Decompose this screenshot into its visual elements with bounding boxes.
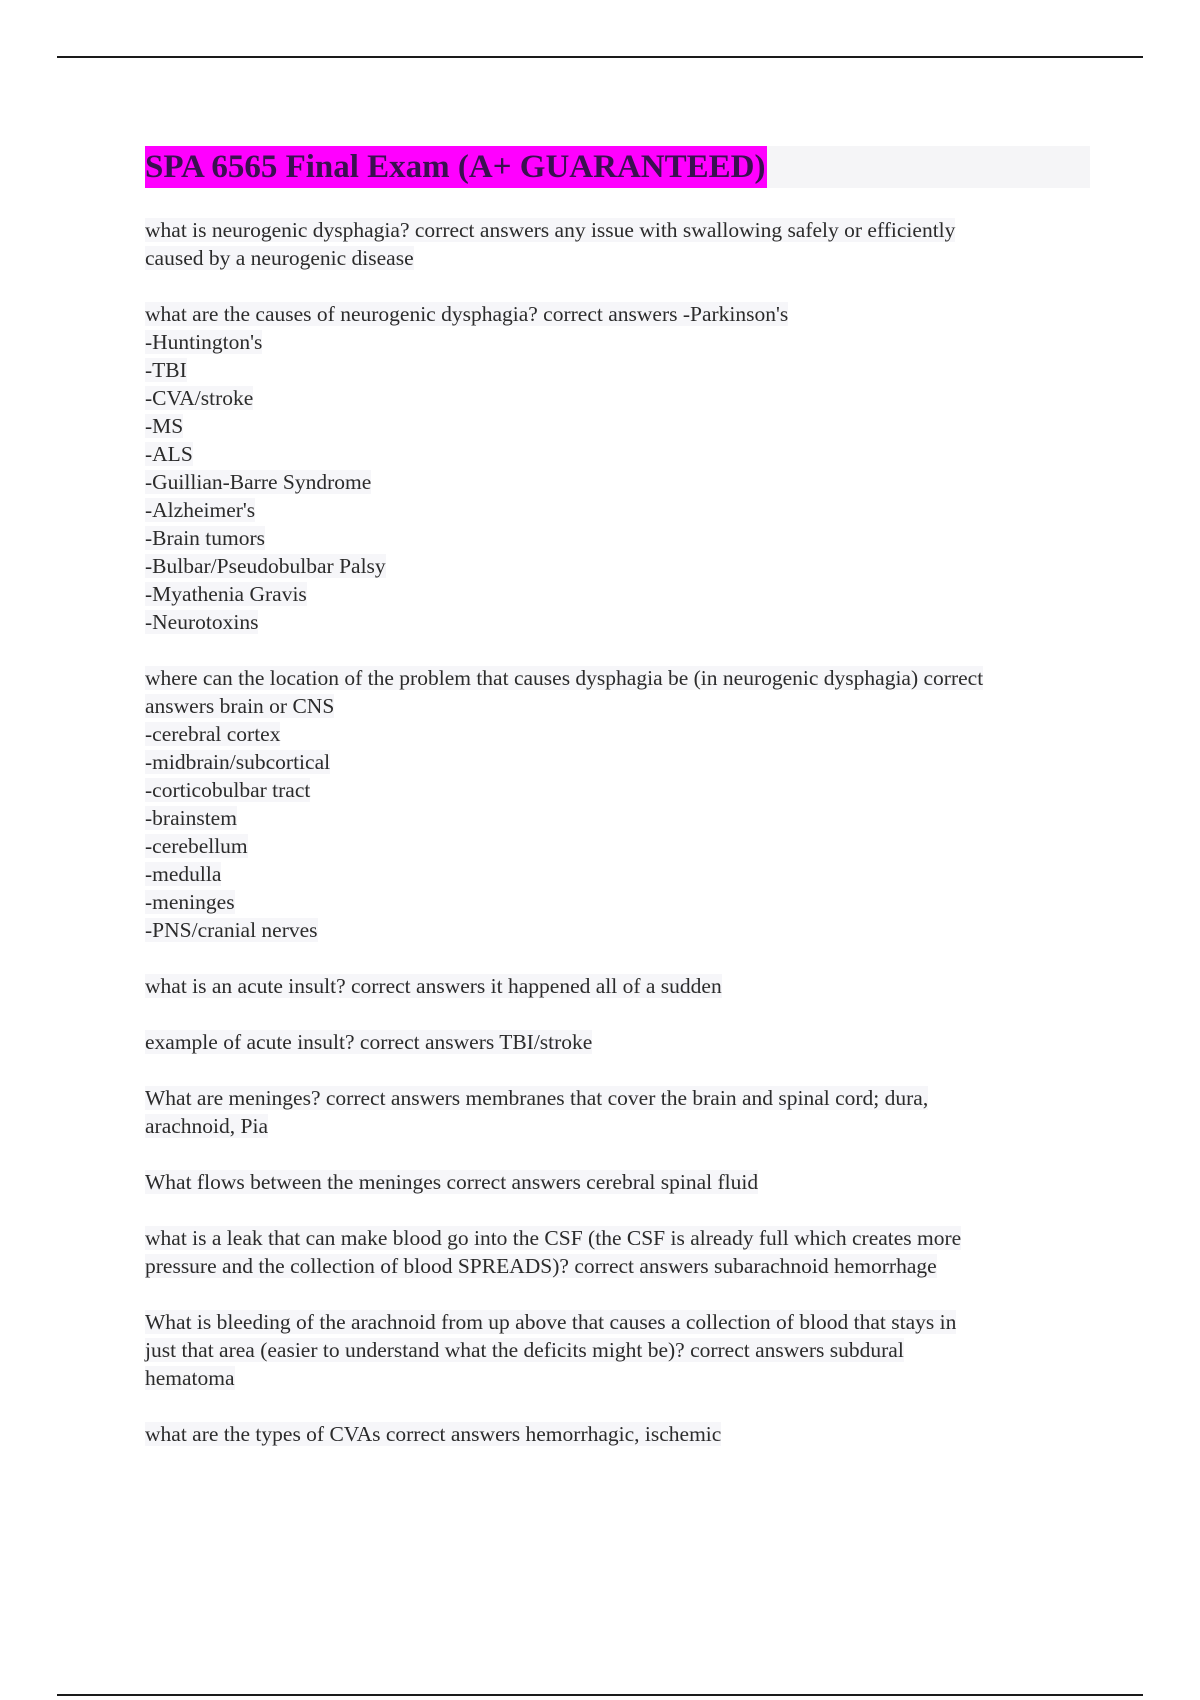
qa-line: [145, 468, 1090, 496]
qa-line-text: -midbrain/subcortical: [145, 750, 331, 774]
document-body: [145, 146, 1090, 1476]
qa-line: [145, 216, 1090, 244]
qa-entry: [145, 216, 1090, 272]
qa-line: [145, 1112, 1090, 1140]
qa-entry: [145, 300, 1090, 636]
qa-line-text: -Alzheimer's: [145, 498, 256, 522]
qa-line-text: -Myathenia Gravis: [145, 582, 307, 606]
qa-line-text: what are the causes of neurogenic dysphagia? correct answers -Parkinson's: [145, 302, 789, 326]
qa-line: [145, 720, 1090, 748]
qa-line-text: -medulla: [145, 862, 222, 886]
qa-line-text: -Neurotoxins: [145, 610, 259, 634]
qa-line-text: -TBI: [145, 358, 187, 382]
qa-line: [145, 244, 1090, 272]
qa-entry: [145, 1168, 1090, 1196]
qa-line: [145, 1364, 1090, 1392]
qa-line-text: -Brain tumors: [145, 526, 266, 550]
qa-line-text: what is a leak that can make blood go into the CSF (the CSF is already full which creates more: [145, 1226, 962, 1250]
qa-entry: [145, 1420, 1090, 1448]
qa-line-text: what is neurogenic dysphagia? correct answers any issue with swallowing safely or efficiently: [145, 218, 956, 242]
qa-line-text: -Huntington's: [145, 330, 263, 354]
qa-entry: [145, 972, 1090, 1000]
qa-entry: [145, 1084, 1090, 1140]
qa-line-text: what are the types of CVAs correct answers hemorrhagic, ischemic: [145, 1422, 722, 1446]
qa-line-text: caused by a neurogenic disease: [145, 246, 414, 270]
qa-line: [145, 692, 1090, 720]
qa-line-text: pressure and the collection of blood SPREADS)? correct answers subarachnoid hemorrhage: [145, 1254, 937, 1278]
qa-line-text: hematoma: [145, 1366, 235, 1390]
qa-line: [145, 972, 1090, 1000]
qa-line: [145, 580, 1090, 608]
qa-line-text: -ALS: [145, 442, 193, 466]
qa-line: [145, 776, 1090, 804]
qa-line: [145, 860, 1090, 888]
qa-line-text: -CVA/stroke: [145, 386, 254, 410]
page-bottom-rule: [57, 1694, 1143, 1696]
title-band: [145, 146, 1090, 188]
qa-line-text: -corticobulbar tract: [145, 778, 311, 802]
qa-line: [145, 552, 1090, 580]
qa-line: [145, 804, 1090, 832]
qa-entry: [145, 664, 1090, 944]
qa-line-text: -Guillian-Barre Syndrome: [145, 470, 372, 494]
qa-line: [145, 328, 1090, 356]
qa-line: [145, 1308, 1090, 1336]
qa-line-text: answers brain or CNS: [145, 694, 335, 718]
qa-line: [145, 1084, 1090, 1112]
qa-line: [145, 300, 1090, 328]
qa-line: [145, 608, 1090, 636]
qa-line-text: -meninges: [145, 890, 235, 914]
qa-line-text: -cerebral cortex: [145, 722, 281, 746]
qa-line-text: arachnoid, Pia: [145, 1114, 268, 1138]
qa-line: [145, 1420, 1090, 1448]
qa-line-text: -Bulbar/Pseudobulbar Palsy: [145, 554, 386, 578]
qa-entries: [145, 216, 1090, 1448]
qa-line: [145, 664, 1090, 692]
qa-line: [145, 888, 1090, 916]
qa-line: [145, 384, 1090, 412]
qa-line: [145, 356, 1090, 384]
qa-line-text: What is bleeding of the arachnoid from up above that causes a collection of blood that stays in: [145, 1310, 957, 1334]
qa-line: [145, 1224, 1090, 1252]
qa-line: [145, 412, 1090, 440]
qa-line-text: -MS: [145, 414, 184, 438]
qa-line: [145, 1252, 1090, 1280]
qa-line: [145, 832, 1090, 860]
qa-line: [145, 1168, 1090, 1196]
qa-line-text: -PNS/cranial nerves: [145, 918, 318, 942]
qa-entry: [145, 1224, 1090, 1280]
qa-line-text: just that area (easier to understand what the deficits might be)? correct answers subdural: [145, 1338, 904, 1362]
qa-line: [145, 748, 1090, 776]
qa-entry: [145, 1308, 1090, 1392]
qa-line-text: example of acute insult? correct answers TBI/stroke: [145, 1030, 593, 1054]
document-title: SPA 6565 Final Exam (A+ GUARANTEED): [145, 146, 767, 188]
qa-line-text: What flows between the meninges correct answers cerebral spinal fluid: [145, 1170, 759, 1194]
qa-line: [145, 1336, 1090, 1364]
qa-line: [145, 524, 1090, 552]
qa-line-text: where can the location of the problem that causes dysphagia be (in neurogenic dysphagia) correct: [145, 666, 984, 690]
qa-line: [145, 1028, 1090, 1056]
qa-line: [145, 916, 1090, 944]
qa-line-text: -brainstem: [145, 806, 237, 830]
qa-line: [145, 496, 1090, 524]
qa-line: [145, 440, 1090, 468]
qa-entry: [145, 1028, 1090, 1056]
page-top-rule: [57, 56, 1143, 58]
qa-line-text: what is an acute insult? correct answers it happened all of a sudden: [145, 974, 722, 998]
qa-line-text: What are meninges? correct answers membranes that cover the brain and spinal cord; dura,: [145, 1086, 929, 1110]
qa-line-text: -cerebellum: [145, 834, 248, 858]
